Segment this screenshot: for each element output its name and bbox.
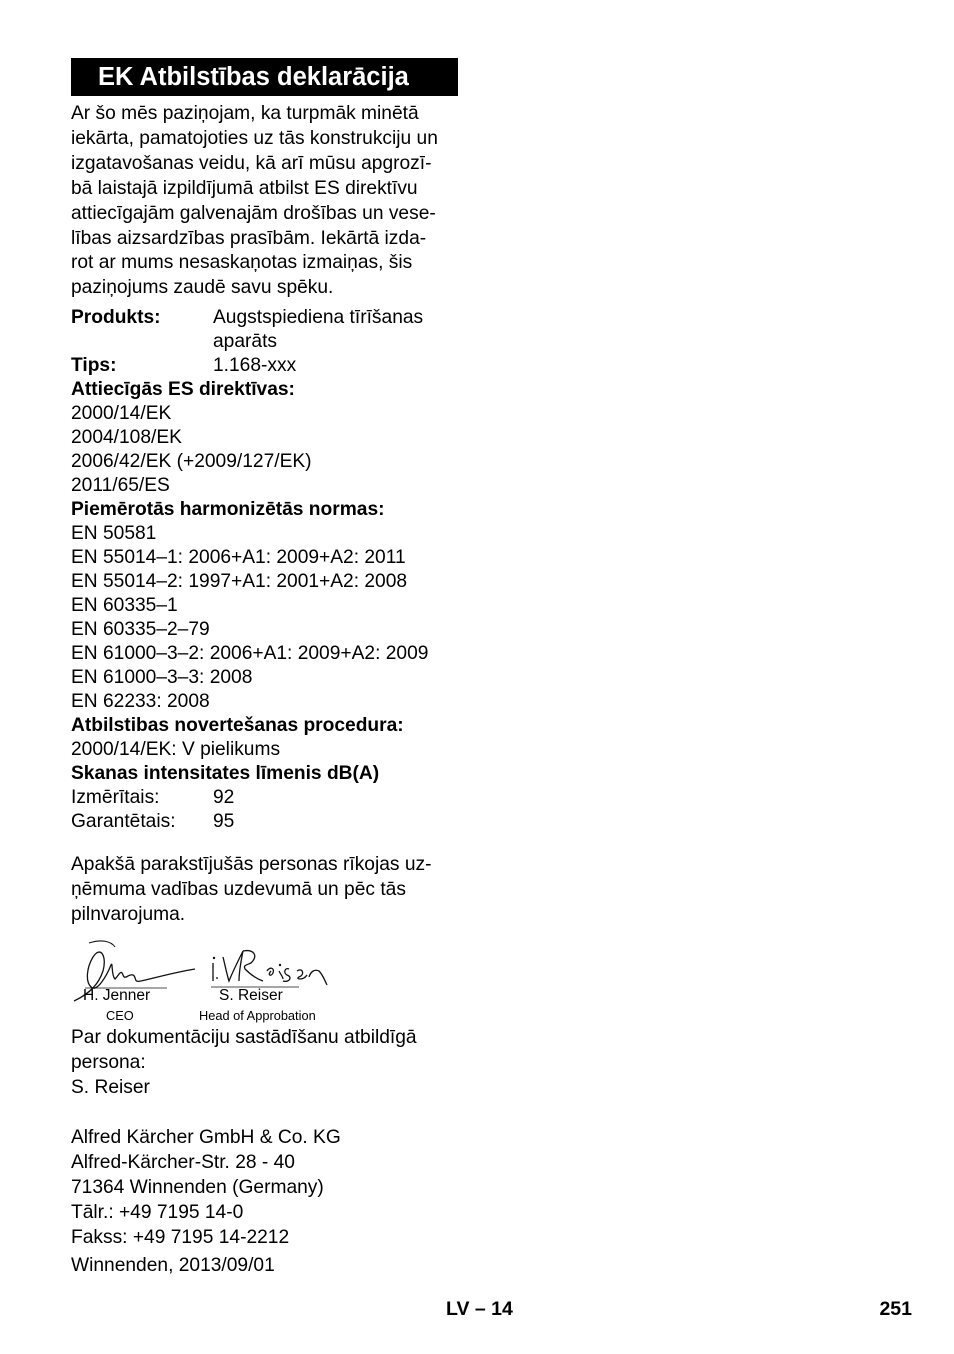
footer-page-number: 251 — [879, 1298, 912, 1320]
page-title: EK Atbilstības deklarācija — [71, 58, 458, 96]
authorization-line: ņēmuma vadības uzdevumā un pēc tās — [71, 878, 406, 900]
signatory-name-jenner: H. Jenner — [83, 987, 151, 1004]
intro-line: iekārta, pamatojoties uz tās konstrukciju un — [71, 127, 438, 149]
intro-line: rot ar mums nesaskaņotas izmaiņas, šis — [71, 252, 413, 274]
product-value: Augstspiediena tīrīšanas — [213, 307, 424, 328]
norm-item: EN 62233: 2008 — [71, 691, 210, 712]
sound-measured-value: 92 — [213, 787, 235, 808]
procedure-value: 2000/14/EK: V pielikums — [71, 739, 281, 760]
directive-item: 2000/14/EK — [71, 403, 172, 424]
intro-line: bā laistajā izpildījumā atbilst ES direktīvu — [71, 177, 418, 199]
directive-item: 2006/42/EK (+2009/127/EK) — [71, 451, 312, 472]
intro-line: lības aizsardzības prasībām. Iekārtā izda- — [71, 227, 427, 249]
intro-line: Ar šo mēs paziņojam, ka turpmāk minētā — [71, 103, 419, 124]
type-value: 1.168-xxx — [213, 355, 297, 376]
documentation-line: Par dokumentāciju sastādīšanu atbildīgā — [71, 1027, 417, 1048]
product-label: Produkts: — [71, 307, 161, 328]
company-address — [71, 1126, 466, 1251]
norm-item: EN 55014–2: 1997+A1: 2001+A2: 2008 — [71, 571, 408, 592]
norm-item: EN 60335–2–79 — [71, 619, 210, 640]
authorization-line: pilnvarojuma. — [71, 903, 186, 925]
directive-item: 2011/65/ES — [71, 475, 170, 496]
norm-item: EN 50581 — [71, 523, 157, 544]
type-row — [71, 354, 461, 378]
procedure-heading: Atbilstibas novertešanas procedura: — [71, 715, 404, 736]
sound-guaranteed-label: Garantētais: — [71, 811, 176, 832]
company-line: Alfred Kärcher GmbH & Co. KG — [71, 1127, 341, 1148]
company-line: Fakss: +49 7195 14-2212 — [71, 1226, 290, 1248]
sound-guaranteed-row — [71, 810, 461, 834]
directive-item: 2004/108/EK — [71, 427, 182, 448]
intro-line: paziņojums zaudē savu spēku. — [71, 277, 334, 299]
signature-block — [71, 935, 331, 1025]
norm-item: EN 60335–1 — [71, 595, 178, 616]
product-row-continued — [71, 330, 461, 354]
company-line: Alfred-Kärcher-Str. 28 - 40 — [71, 1151, 295, 1173]
documentation-line: persona: — [71, 1051, 146, 1073]
signatory-role-approbation: Head of Approbation — [199, 1008, 316, 1023]
place-date — [71, 1254, 466, 1279]
norm-item: EN 61000–3–2: 2006+A1: 2009+A2: 2009 — [71, 643, 429, 664]
sound-heading: Skanas intensitates līmenis dB(A) — [71, 763, 380, 784]
documentation-paragraph — [71, 1026, 466, 1101]
authorization-line: Apakšā parakstījušās personas rīkojas uz- — [71, 854, 432, 875]
signatory-role-ceo: CEO — [106, 1008, 134, 1023]
company-line: 71364 Winnenden (Germany) — [71, 1176, 324, 1198]
authorization-paragraph — [71, 853, 466, 928]
intro-line: attiecīgajām galvenajām drošības un vese- — [71, 202, 436, 224]
norms-heading: Piemērotās harmonizētās normas: — [71, 499, 385, 520]
intro-paragraph — [71, 102, 466, 301]
norm-item: EN 61000–3–3: 2008 — [71, 667, 253, 688]
product-value-continued: aparāts — [213, 331, 277, 352]
signatory-name-reiser: S. Reiser — [219, 987, 283, 1004]
footer-section-label: LV – 14 — [446, 1298, 513, 1320]
documentation-person: S. Reiser — [71, 1076, 150, 1098]
sound-measured-label: Izmērītais: — [71, 787, 160, 808]
company-line: Tālr.: +49 7195 14-0 — [71, 1201, 244, 1223]
sound-guaranteed-value: 95 — [213, 811, 235, 832]
norm-item: EN 55014–1: 2006+A1: 2009+A2: 2011 — [71, 547, 406, 568]
declaration-details — [71, 306, 461, 834]
type-label: Tips: — [71, 355, 117, 376]
product-row — [71, 306, 461, 330]
place-date-text: Winnenden, 2013/09/01 — [71, 1255, 275, 1276]
intro-line: izgatavošanas veidu, kā arī mūsu apgrozī- — [71, 152, 432, 174]
directives-heading: Attiecīgās ES direktīvas: — [71, 379, 295, 400]
sound-measured-row — [71, 786, 461, 810]
